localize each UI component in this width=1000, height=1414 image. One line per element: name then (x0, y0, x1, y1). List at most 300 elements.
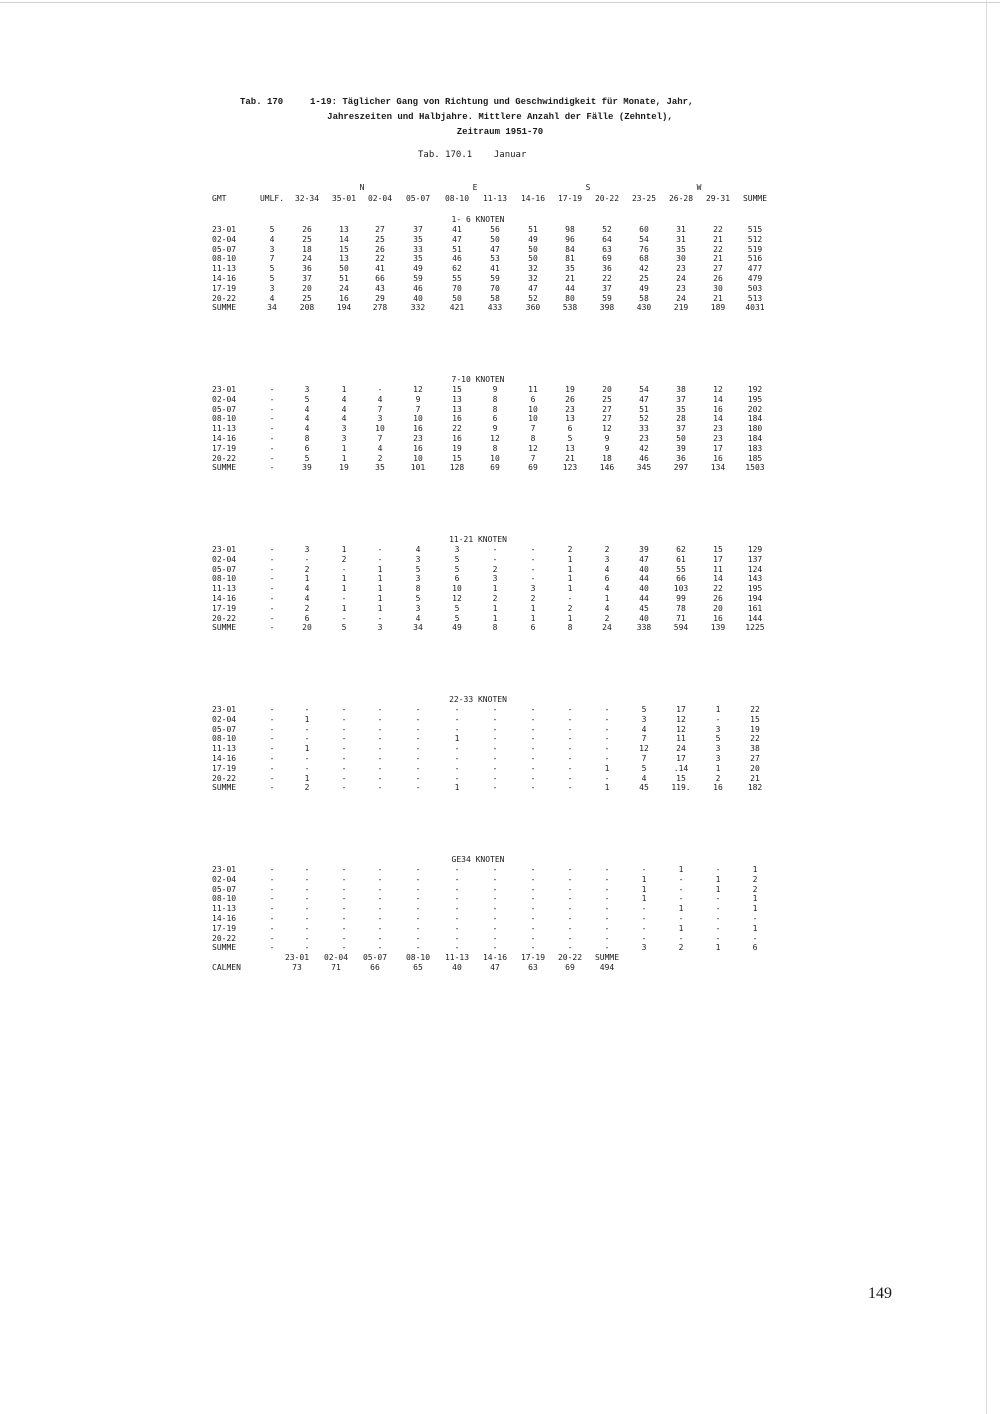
table-cell: 513 (747, 293, 763, 303)
table-cell: 4 (341, 414, 347, 424)
table-cell: 146 (599, 463, 615, 473)
row-label: 17-19 (212, 763, 237, 773)
table-cell: 50 (676, 434, 686, 443)
table-cell: 16 (713, 783, 723, 793)
table-cell: - (567, 943, 573, 953)
direction-label: N (359, 183, 365, 192)
table-cell: 51 (339, 274, 349, 283)
table-cell: 62 (452, 264, 462, 274)
table-cell: 23 (713, 434, 723, 443)
table-cell: - (377, 754, 383, 763)
table-cell: - (604, 724, 610, 734)
table-cell: 30 (713, 283, 723, 293)
table-cell: 35 (375, 463, 385, 473)
table-cell: 46 (639, 453, 649, 463)
table-cell: - (341, 943, 347, 953)
table-cell: 10 (413, 453, 423, 463)
table-cell: - (454, 904, 460, 914)
table-cell: 26 (375, 244, 385, 254)
table-cell: 40 (413, 293, 423, 303)
table-cell: 3 (641, 714, 647, 724)
column-header: 11-13 (482, 194, 508, 203)
table-cell: 36 (676, 453, 686, 463)
table-cell: 1 (454, 734, 460, 744)
scan-right-rule (986, 0, 987, 1414)
table-cell: 278 (372, 303, 388, 313)
table-cell: 479 (747, 274, 763, 283)
table-cell: 1 (492, 584, 498, 594)
table-cell: 68 (639, 254, 649, 264)
table-cell: 52 (528, 293, 538, 303)
table-cell: 26 (713, 594, 723, 603)
table-cell: - (304, 943, 310, 953)
table-cell: 25 (302, 234, 312, 244)
table-cell: 5 (304, 394, 310, 404)
table-cell: 26 (302, 225, 312, 234)
table-cell: 3 (641, 943, 647, 953)
table-cell: - (492, 734, 498, 744)
table-cell: 47 (639, 554, 649, 564)
table-cell: 128 (449, 463, 465, 473)
table-cell: 5 (454, 564, 460, 574)
table-cell: 6 (530, 394, 536, 404)
table-cell: 2 (604, 545, 610, 554)
table-cell: 1 (678, 865, 684, 874)
table-cell: - (492, 914, 498, 923)
title-line-3: Zeitraum 1951-70 (456, 127, 544, 137)
table-cell: - (341, 754, 347, 763)
table-cell: 1 (567, 574, 573, 584)
table-cell: 13 (339, 254, 349, 264)
table-cell: 3 (269, 283, 275, 293)
table-cell: 30 (676, 254, 686, 264)
table-subtitle: Tab. 170.1 Januar (418, 150, 527, 160)
table-cell: 50 (339, 264, 349, 274)
table-cell: 1 (341, 545, 347, 554)
table-cell: 297 (673, 463, 689, 473)
table-cell: 49 (528, 234, 538, 244)
table-cell: 16 (713, 613, 723, 623)
calmen-value: 494 (599, 963, 615, 973)
row-label: SUMME (212, 783, 237, 793)
table-cell: - (415, 763, 421, 773)
table-cell: 37 (676, 424, 686, 434)
table-cell: - (377, 763, 383, 773)
table-cell: 1 (492, 613, 498, 623)
row-label: 23-01 (212, 385, 237, 394)
table-cell: 15 (452, 453, 462, 463)
table-cell: - (377, 705, 383, 714)
table-cell: 332 (410, 303, 426, 313)
table-cell: - (377, 783, 383, 793)
table-cell: - (492, 724, 498, 734)
table-cell: 1 (341, 574, 347, 584)
table-cell: 51 (452, 244, 462, 254)
table-cell: 36 (602, 264, 612, 274)
row-label: 02-04 (212, 554, 237, 564)
table-cell: - (341, 744, 347, 754)
table-cell: - (269, 443, 275, 453)
table-cell: 4 (377, 394, 383, 404)
table-cell: - (269, 943, 275, 953)
table-cell: 1225 (745, 623, 765, 633)
table-cell: - (377, 923, 383, 933)
table-cell: 137 (747, 554, 763, 564)
table-cell: - (341, 714, 347, 724)
calmen-value: 69 (565, 963, 575, 973)
table-cell: - (567, 933, 573, 943)
table-cell: - (567, 714, 573, 724)
table-cell: 21 (565, 453, 575, 463)
table-cell: 35 (565, 264, 575, 274)
table-cell: 184 (747, 414, 763, 424)
table-cell: - (377, 385, 383, 394)
table-number: Tab. 170 (240, 97, 284, 107)
row-label: 20-22 (212, 613, 237, 623)
table-cell: 59 (413, 274, 423, 283)
table-cell: - (454, 754, 460, 763)
table-cell: 23 (676, 283, 686, 293)
table-cell: - (530, 754, 536, 763)
table-cell: 9 (415, 394, 421, 404)
table-cell: 12 (413, 385, 423, 394)
table-cell: 33 (639, 424, 649, 434)
table-cell: 421 (449, 303, 465, 313)
table-cell: 59 (490, 274, 500, 283)
table-cell: 1 (678, 904, 684, 914)
table-cell: 129 (747, 545, 763, 554)
table-cell: 12 (528, 443, 538, 453)
table-cell: 1 (641, 894, 647, 904)
table-cell: 7 (269, 254, 275, 264)
table-cell: - (377, 884, 383, 894)
table-cell: 1 (341, 443, 347, 453)
table-cell: - (567, 705, 573, 714)
table-cell: 20 (602, 385, 612, 394)
table-cell: - (604, 874, 610, 884)
table-cell: 1 (377, 584, 383, 594)
table-cell: - (377, 724, 383, 734)
table-cell: 21 (713, 234, 723, 244)
table-cell: 31 (676, 225, 686, 234)
table-cell: - (567, 874, 573, 884)
calmen-value: 71 (331, 963, 341, 973)
table-cell: 516 (747, 254, 763, 264)
table-cell: 58 (490, 293, 500, 303)
column-header-gmt: GMT (212, 194, 227, 203)
table-cell: - (604, 943, 610, 953)
table-cell: - (567, 914, 573, 923)
table-cell: 6 (567, 424, 573, 434)
table-cell: - (415, 884, 421, 894)
table-cell: - (269, 724, 275, 734)
table-cell: 2 (678, 943, 684, 953)
table-cell: 44 (565, 283, 575, 293)
table-cell: - (341, 724, 347, 734)
table-cell: - (377, 874, 383, 884)
table-cell: 78 (676, 603, 686, 613)
table-cell: 1 (641, 884, 647, 894)
table-cell: - (341, 564, 347, 574)
table-cell: 594 (673, 623, 689, 633)
table-cell: - (341, 783, 347, 793)
row-label: SUMME (212, 943, 237, 953)
table-cell: - (269, 914, 275, 923)
table-cell: - (269, 754, 275, 763)
table-cell: 13 (565, 414, 575, 424)
table-cell: - (492, 763, 498, 773)
table-cell: 21 (565, 274, 575, 283)
table-cell: 25 (302, 293, 312, 303)
table-cell: - (415, 865, 421, 874)
table-cell: 3 (341, 434, 347, 443)
table-cell: 41 (375, 264, 385, 274)
table-cell: 1 (377, 564, 383, 574)
table-cell: - (567, 865, 573, 874)
table-cell: 194 (336, 303, 352, 313)
table-cell: 23 (413, 434, 423, 443)
calmen-value: 66 (370, 963, 380, 973)
table-cell: 58 (639, 293, 649, 303)
table-cell: - (341, 773, 347, 783)
table-cell: 42 (639, 443, 649, 453)
table-cell: 37 (676, 394, 686, 404)
table-cell: - (269, 933, 275, 943)
table-cell: 15 (452, 385, 462, 394)
table-cell: 3 (715, 744, 721, 754)
table-cell: 56 (490, 225, 500, 234)
table-cell: 139 (710, 623, 726, 633)
table-cell: 2 (492, 594, 498, 603)
table-cell: - (492, 943, 498, 953)
table-cell: 17 (676, 705, 686, 714)
table-cell: 180 (747, 424, 763, 434)
table-cell: - (341, 705, 347, 714)
table-cell: - (269, 404, 275, 414)
table-cell: 219 (673, 303, 689, 313)
table-cell: 21 (713, 293, 723, 303)
table-cell: 11 (713, 564, 723, 574)
table-cell: 13 (452, 404, 462, 414)
table-cell: 60 (639, 225, 649, 234)
table-cell: 39 (302, 463, 312, 473)
row-label: 23-01 (212, 705, 237, 714)
table-cell: - (530, 773, 536, 783)
table-cell: 49 (452, 623, 462, 633)
table-cell: - (715, 865, 721, 874)
table-cell: - (269, 584, 275, 594)
table-cell: - (530, 894, 536, 904)
table-cell: 4 (269, 293, 275, 303)
table-cell: 8 (304, 434, 310, 443)
table-cell: - (715, 923, 721, 933)
table-cell: 5 (269, 225, 275, 234)
table-cell: 10 (452, 584, 462, 594)
row-label: 08-10 (212, 254, 237, 264)
page-number: 149 (868, 1285, 892, 1302)
table-cell: - (678, 874, 684, 884)
table-cell: 2 (341, 554, 347, 564)
table-cell: - (341, 923, 347, 933)
table-cell: - (415, 894, 421, 904)
table-cell: 3 (415, 574, 421, 584)
table-cell: 40 (639, 584, 649, 594)
table-cell: 1 (377, 594, 383, 603)
table-cell: 22 (375, 254, 385, 264)
table-cell: 50 (528, 254, 538, 264)
table-cell: 38 (750, 744, 760, 754)
table-cell: - (678, 933, 684, 943)
calmen-label: CALMEN (212, 963, 241, 973)
table-cell: 16 (339, 293, 349, 303)
table-cell: 7 (377, 404, 383, 414)
table-cell: - (269, 545, 275, 554)
column-header: 14-16 (520, 194, 546, 203)
table-cell: 124 (747, 564, 763, 574)
calmen-header: 14-16 (482, 953, 508, 963)
table-cell: 2 (567, 603, 573, 613)
row-label: 20-22 (212, 293, 237, 303)
column-header: 23-25 (631, 194, 657, 203)
table-cell: - (269, 623, 275, 633)
table-cell: 63 (602, 244, 612, 254)
table-cell: 10 (528, 404, 538, 414)
table-cell: 1 (530, 603, 536, 613)
table-cell: 44 (639, 594, 649, 603)
table-cell: 3 (377, 414, 383, 424)
table-cell: 62 (676, 545, 686, 554)
table-cell: 1 (341, 584, 347, 594)
column-header: 32-34 (294, 194, 320, 203)
row-label: 11-13 (212, 744, 237, 754)
table-cell: 14 (339, 234, 349, 244)
table-cell: - (454, 884, 460, 894)
table-cell: 2 (492, 564, 498, 574)
table-cell: 1 (454, 783, 460, 793)
table-cell: - (492, 894, 498, 904)
table-cell: - (604, 904, 610, 914)
table-cell: 8 (492, 443, 498, 453)
table-cell: 1 (752, 894, 758, 904)
table-cell: - (492, 783, 498, 793)
row-label: 14-16 (212, 274, 237, 283)
table-cell: - (567, 923, 573, 933)
table-cell: 5 (454, 603, 460, 613)
table-cell: 38 (676, 385, 686, 394)
table-cell: 1 (304, 714, 310, 724)
table-cell: 3 (415, 603, 421, 613)
table-cell: 24 (302, 254, 312, 264)
table-cell: 31 (676, 234, 686, 244)
table-cell: 12 (676, 724, 686, 734)
table-cell: 25 (639, 274, 649, 283)
table-cell: 398 (599, 303, 615, 313)
table-cell: 44 (639, 574, 649, 584)
table-cell: - (269, 884, 275, 894)
table-cell: 13 (452, 394, 462, 404)
table-cell: - (567, 734, 573, 744)
table-cell: 18 (602, 453, 612, 463)
calmen-header: 02-04 (323, 953, 349, 963)
table-cell: 5 (341, 623, 347, 633)
row-label: 17-19 (212, 443, 237, 453)
table-cell: 5 (454, 613, 460, 623)
table-cell: 10 (413, 414, 423, 424)
table-cell: 22 (713, 244, 723, 254)
table-cell: 27 (750, 754, 760, 763)
table-cell: 9 (492, 424, 498, 434)
table-cell: 26 (713, 274, 723, 283)
table-cell: 69 (602, 254, 612, 264)
table-cell: 2 (752, 884, 758, 894)
table-cell: 76 (639, 244, 649, 254)
calmen-value: 47 (490, 963, 500, 973)
table-cell: 19 (452, 443, 462, 453)
table-cell: - (269, 613, 275, 623)
table-cell: 5 (641, 705, 647, 714)
column-header: 05-07 (405, 194, 431, 203)
table-cell: 41 (452, 225, 462, 234)
table-cell: 12 (490, 434, 500, 443)
row-label: 20-22 (212, 453, 237, 463)
table-cell: 1 (715, 874, 721, 884)
table-cell: - (454, 714, 460, 724)
table-cell: - (269, 763, 275, 773)
table-cell: 10 (375, 424, 385, 434)
table-cell: - (567, 754, 573, 763)
table-cell: - (269, 554, 275, 564)
table-cell: 50 (490, 234, 500, 244)
table-cell: - (530, 763, 536, 773)
table-cell: 5 (415, 594, 421, 603)
table-cell: - (454, 914, 460, 923)
table-cell: 6 (752, 943, 758, 953)
table-cell: 3 (304, 385, 310, 394)
table-cell: 8 (492, 404, 498, 414)
table-cell: 49 (413, 264, 423, 274)
table-cell: 23 (565, 404, 575, 414)
table-cell: 13 (339, 225, 349, 234)
table-cell: 54 (639, 385, 649, 394)
table-cell: - (304, 933, 310, 943)
table-cell: 14 (713, 414, 723, 424)
table-cell: - (752, 933, 758, 943)
table-cell: 4 (304, 404, 310, 414)
table-cell: - (341, 594, 347, 603)
table-cell: 7 (530, 424, 536, 434)
table-cell: 192 (747, 385, 763, 394)
table-cell: 17 (713, 443, 723, 453)
table-cell: - (377, 894, 383, 904)
table-cell: 39 (639, 545, 649, 554)
table-cell: - (415, 783, 421, 793)
table-cell: - (454, 705, 460, 714)
table-cell: 3 (304, 545, 310, 554)
table-cell: 1 (341, 385, 347, 394)
table-cell: 16 (713, 404, 723, 414)
table-cell: 4 (415, 545, 421, 554)
row-label: 20-22 (212, 933, 237, 943)
table-cell: 23 (713, 424, 723, 434)
table-cell: 12 (713, 385, 723, 394)
table-cell: 2 (715, 773, 721, 783)
table-cell: - (567, 904, 573, 914)
table-cell: 1 (377, 603, 383, 613)
table-cell: 6 (304, 613, 310, 623)
table-cell: 17 (713, 554, 723, 564)
table-cell: 11 (676, 734, 686, 744)
table-cell: 61 (676, 554, 686, 564)
